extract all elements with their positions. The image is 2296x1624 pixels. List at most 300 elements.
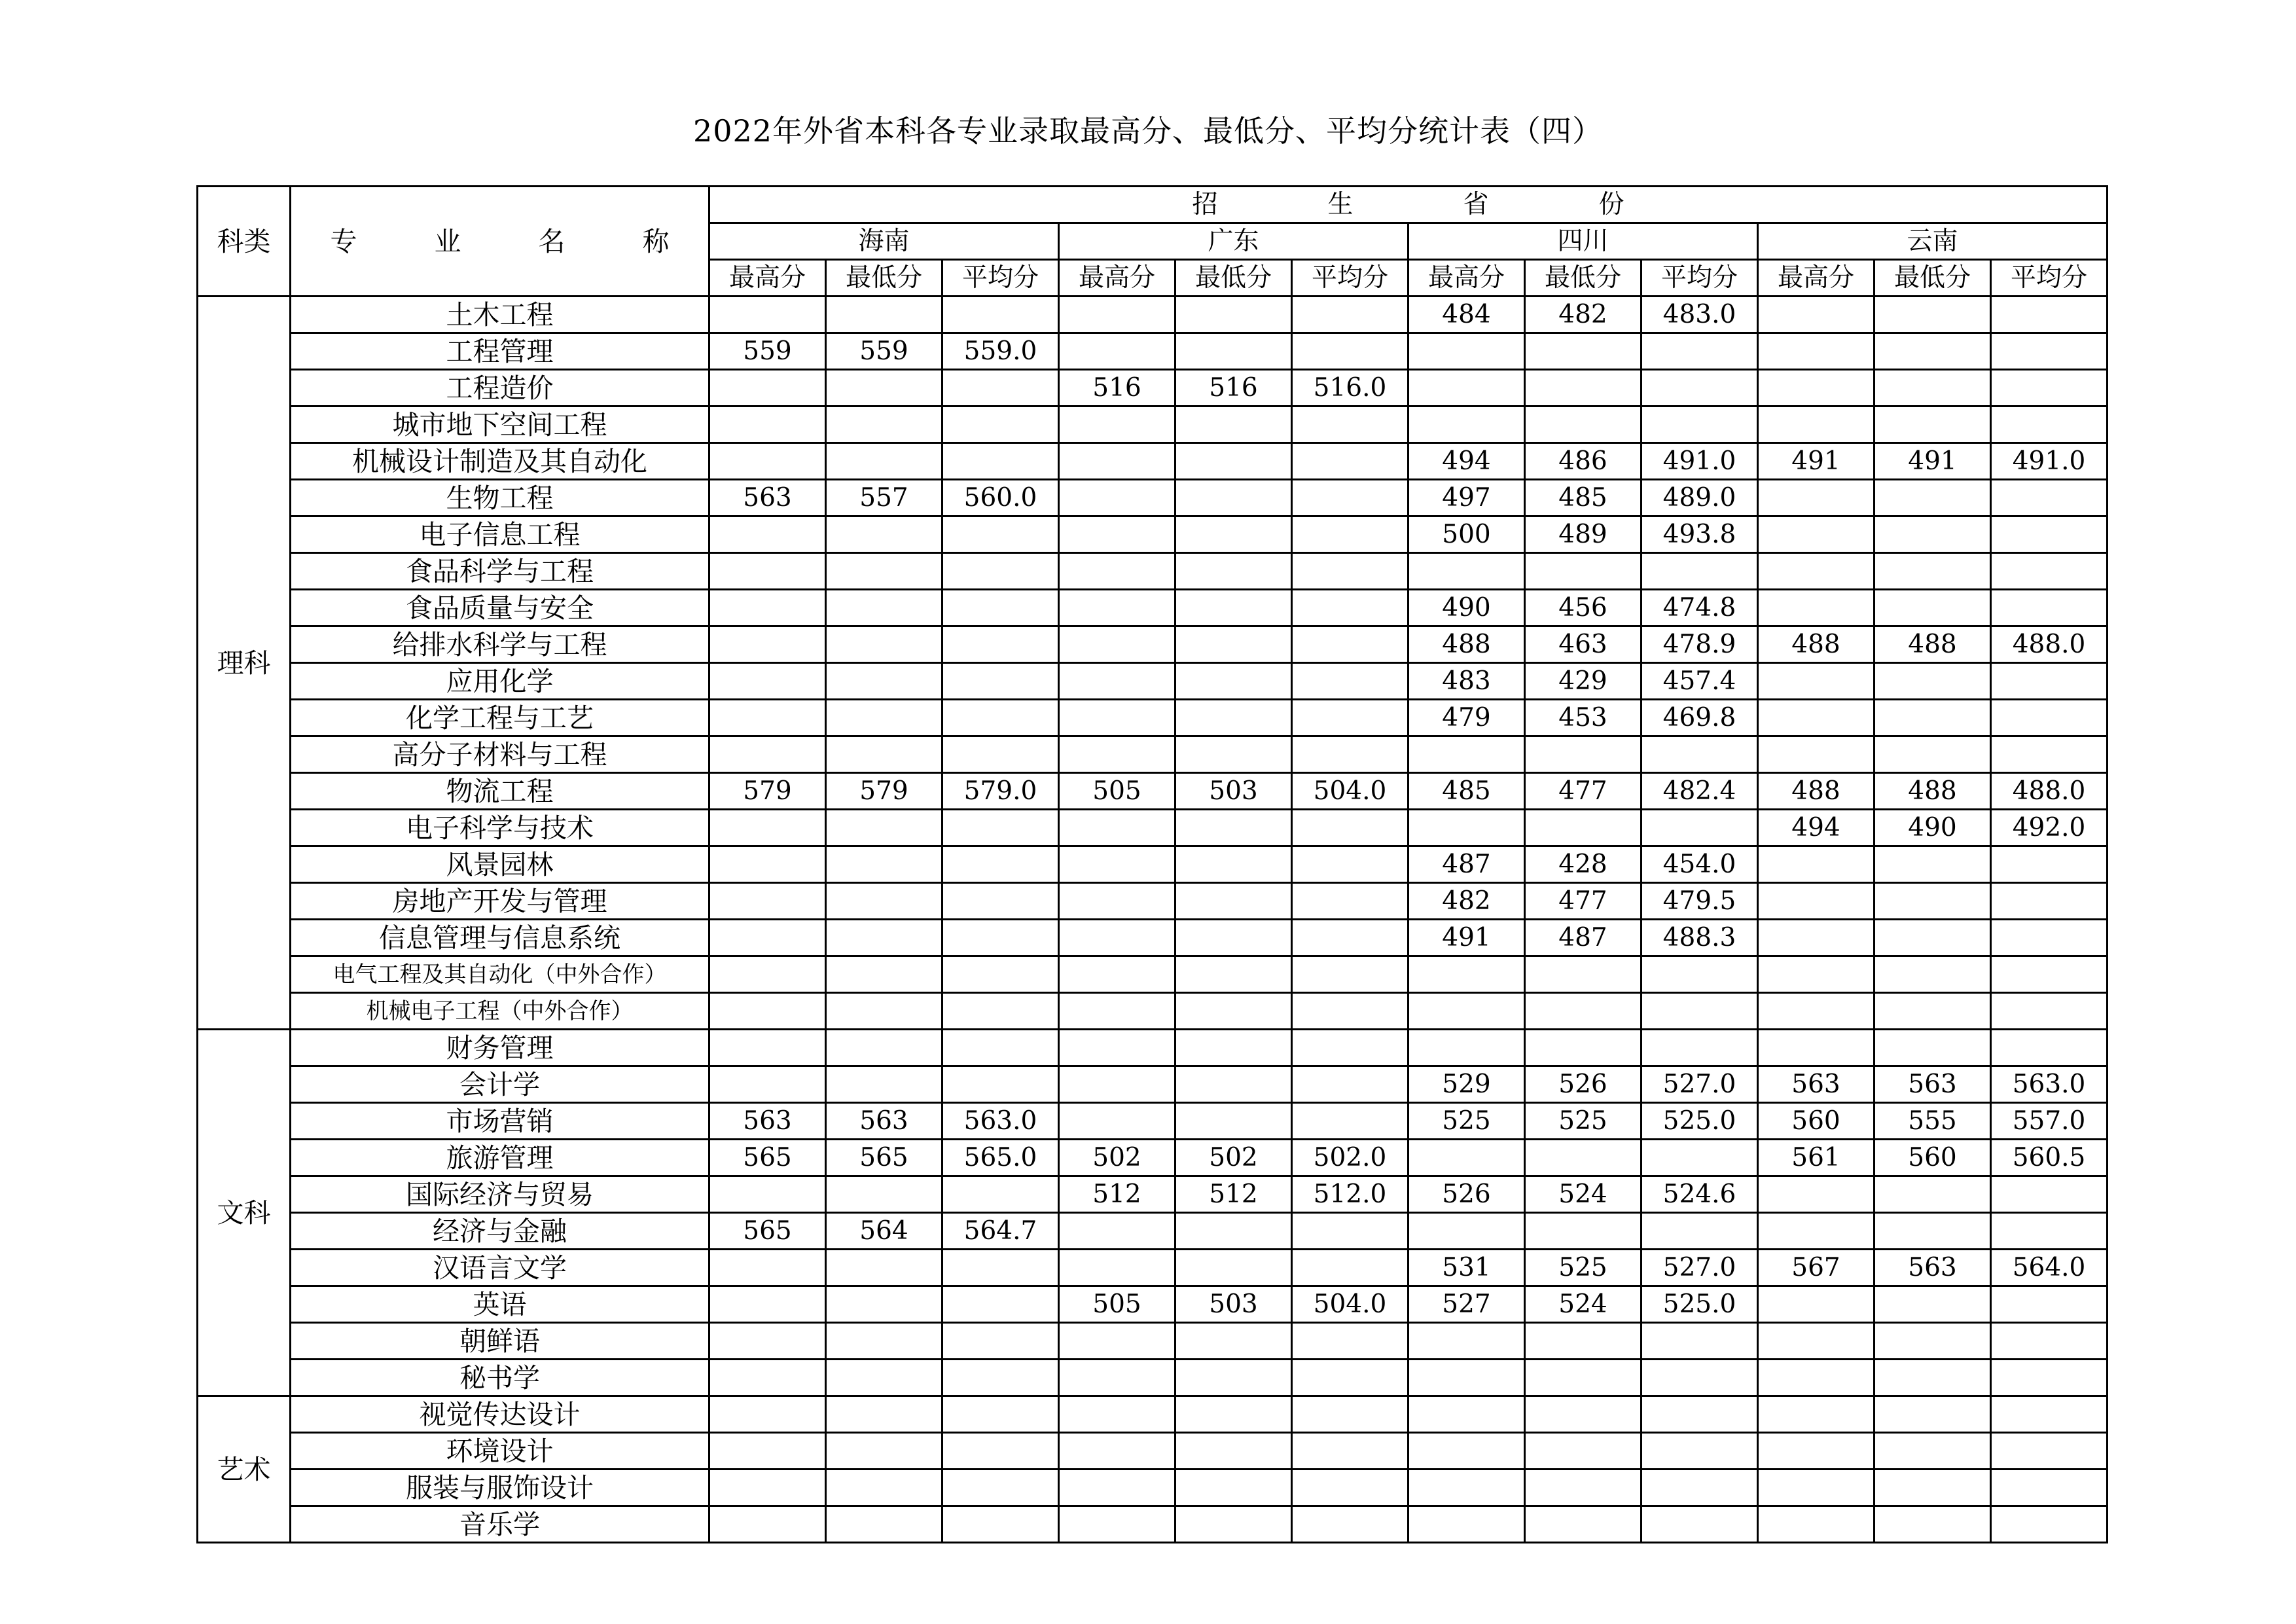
major-name-cell: 机械电子工程（中外合作）	[291, 993, 709, 1030]
score-cell	[942, 1360, 1059, 1396]
table-row	[198, 883, 2108, 920]
page-title: 2022年外省本科各专业录取最高分、最低分、平均分统计表（四）	[692, 113, 1604, 149]
score-cell	[1292, 1506, 1408, 1543]
score-cell	[826, 956, 942, 993]
score-cell	[942, 1286, 1059, 1323]
table-row	[198, 480, 2108, 516]
score-cell: 563	[709, 480, 826, 516]
score-cell	[1292, 736, 1408, 773]
score-cell	[1292, 443, 1408, 480]
score-cell	[1408, 736, 1525, 773]
metric-header: 最高分	[1758, 260, 1874, 297]
table-row	[198, 736, 2108, 773]
score-cell: 563	[1874, 1250, 1991, 1286]
major-name-cell: 化学工程与工艺	[291, 700, 709, 736]
score-cell	[942, 297, 1059, 333]
score-cell	[942, 1250, 1059, 1286]
score-cell	[1991, 480, 2108, 516]
score-cell: 497	[1408, 480, 1525, 516]
score-cell	[1874, 846, 1991, 883]
major-name-cell: 电子信息工程	[291, 516, 709, 553]
score-cell	[826, 810, 942, 846]
score-cell	[942, 370, 1059, 406]
score-cell: 474.8	[1641, 590, 1758, 626]
major-header-char: 业	[434, 225, 461, 257]
score-cell	[1408, 553, 1525, 590]
table-row	[198, 1506, 2108, 1543]
score-cell	[826, 1250, 942, 1286]
score-cell	[942, 883, 1059, 920]
header-row-1	[198, 187, 2108, 223]
score-cell	[1059, 333, 1175, 370]
score-cell	[1758, 663, 1874, 700]
score-cell	[826, 1506, 942, 1543]
score-cell	[1059, 993, 1175, 1030]
score-cell	[1525, 1323, 1641, 1360]
score-cell	[1525, 406, 1641, 443]
score-cell	[1408, 810, 1525, 846]
score-cell	[1991, 846, 2108, 883]
score-cell	[709, 370, 826, 406]
score-cell	[1991, 1506, 2108, 1543]
table-row	[198, 370, 2108, 406]
score-cell	[1874, 480, 1991, 516]
score-cell: 492.0	[1991, 810, 2108, 846]
score-cell	[709, 297, 826, 333]
score-cell	[1991, 1360, 2108, 1396]
score-cell	[1059, 1506, 1175, 1543]
score-cell	[1175, 1066, 1292, 1103]
score-cell	[1059, 1470, 1175, 1506]
score-table	[196, 185, 2108, 1543]
major-name-cell: 食品质量与安全	[291, 590, 709, 626]
score-cell	[1991, 956, 2108, 993]
score-cell: 484	[1408, 297, 1525, 333]
score-cell	[1874, 406, 1991, 443]
score-cell	[826, 370, 942, 406]
score-cell	[1991, 883, 2108, 920]
score-cell	[1991, 736, 2108, 773]
score-cell: 491	[1408, 920, 1525, 956]
score-cell	[826, 516, 942, 553]
score-cell: 489	[1525, 516, 1641, 553]
score-cell	[1758, 1030, 1874, 1066]
score-cell: 505	[1059, 1286, 1175, 1323]
major-name-cell: 朝鲜语	[291, 1323, 709, 1360]
score-cell: 491	[1874, 443, 1991, 480]
score-cell	[1874, 1176, 1991, 1213]
score-cell: 525	[1525, 1250, 1641, 1286]
score-cell: 494	[1408, 443, 1525, 480]
score-cell	[1991, 920, 2108, 956]
score-cell	[1874, 956, 1991, 993]
major-name-cell: 英语	[291, 1286, 709, 1323]
score-cell	[942, 1433, 1059, 1470]
score-cell	[1408, 1433, 1525, 1470]
score-cell	[826, 1176, 942, 1213]
score-cell: 488.0	[1991, 626, 2108, 663]
score-cell: 491.0	[1641, 443, 1758, 480]
score-cell: 563	[709, 1103, 826, 1140]
score-cell: 488	[1874, 626, 1991, 663]
score-cell	[1991, 297, 2108, 333]
province-group-header-char: 招	[1192, 189, 1218, 219]
score-cell: 560	[1874, 1140, 1991, 1176]
score-cell	[1408, 1213, 1525, 1250]
score-cell	[1292, 1470, 1408, 1506]
major-name-cell: 工程管理	[291, 333, 709, 370]
table-row	[198, 406, 2108, 443]
table-row	[198, 590, 2108, 626]
score-cell	[709, 846, 826, 883]
metric-header: 最高分	[709, 260, 826, 297]
score-cell	[1874, 333, 1991, 370]
score-cell	[826, 406, 942, 443]
score-cell	[942, 663, 1059, 700]
major-header-char: 称	[642, 225, 670, 257]
score-cell	[826, 883, 942, 920]
score-cell	[709, 1250, 826, 1286]
score-cell: 491	[1758, 443, 1874, 480]
score-cell	[1758, 736, 1874, 773]
score-cell: 483.0	[1641, 297, 1758, 333]
score-cell: 493.8	[1641, 516, 1758, 553]
score-cell: 559.0	[942, 333, 1059, 370]
score-cell	[709, 1286, 826, 1323]
score-cell	[1758, 1213, 1874, 1250]
score-cell	[1292, 626, 1408, 663]
score-cell	[1059, 406, 1175, 443]
major-name-cell: 机械设计制造及其自动化	[291, 443, 709, 480]
category-cell: 理科	[198, 297, 291, 1030]
score-cell	[1175, 1396, 1292, 1433]
score-cell	[1874, 370, 1991, 406]
score-cell: 565	[709, 1140, 826, 1176]
score-cell	[1525, 993, 1641, 1030]
score-cell: 516.0	[1292, 370, 1408, 406]
score-cell	[1758, 700, 1874, 736]
major-name-cell: 环境设计	[291, 1433, 709, 1470]
score-cell	[1641, 1470, 1758, 1506]
score-cell	[1991, 516, 2108, 553]
score-cell	[709, 956, 826, 993]
metric-header: 最低分	[1874, 260, 1991, 297]
score-cell	[1874, 1323, 1991, 1360]
score-cell: 487	[1525, 920, 1641, 956]
score-cell	[709, 1176, 826, 1213]
score-cell	[1059, 590, 1175, 626]
score-cell: 482.4	[1641, 773, 1758, 810]
score-cell	[942, 553, 1059, 590]
score-cell	[942, 1176, 1059, 1213]
score-cell	[1641, 1433, 1758, 1470]
score-cell	[709, 810, 826, 846]
score-cell	[1408, 1030, 1525, 1066]
score-cell: 525	[1408, 1103, 1525, 1140]
score-cell: 563.0	[1991, 1066, 2108, 1103]
metric-header: 平均分	[1292, 260, 1408, 297]
score-cell: 563	[1758, 1066, 1874, 1103]
metric-header: 最低分	[826, 260, 942, 297]
score-cell: 555	[1874, 1103, 1991, 1140]
score-cell	[1175, 1506, 1292, 1543]
score-cell	[1991, 1286, 2108, 1323]
score-cell: 567	[1758, 1250, 1874, 1286]
score-cell: 489.0	[1641, 480, 1758, 516]
table-row	[198, 443, 2108, 480]
score-cell: 527	[1408, 1286, 1525, 1323]
score-cell	[942, 1066, 1059, 1103]
score-cell	[709, 553, 826, 590]
score-cell	[826, 1286, 942, 1323]
metric-header: 平均分	[1641, 260, 1758, 297]
score-cell	[1292, 1213, 1408, 1250]
score-cell	[942, 920, 1059, 956]
major-name-cell: 会计学	[291, 1066, 709, 1103]
score-cell	[1991, 700, 2108, 736]
score-cell	[1874, 1030, 1991, 1066]
score-cell	[709, 1066, 826, 1103]
score-cell	[709, 443, 826, 480]
score-cell	[1641, 1140, 1758, 1176]
score-cell: 512	[1059, 1176, 1175, 1213]
score-cell	[1175, 1030, 1292, 1066]
major-header-char: 专	[330, 225, 357, 257]
score-cell	[1175, 1470, 1292, 1506]
score-cell	[1059, 663, 1175, 700]
major-name-cell: 城市地下空间工程	[291, 406, 709, 443]
score-cell	[1874, 883, 1991, 920]
major-name-cell: 高分子材料与工程	[291, 736, 709, 773]
score-cell	[1175, 883, 1292, 920]
score-cell	[942, 956, 1059, 993]
score-cell	[1408, 956, 1525, 993]
score-cell	[1991, 590, 2108, 626]
score-cell: 428	[1525, 846, 1641, 883]
score-cell	[1059, 810, 1175, 846]
score-cell: 502	[1059, 1140, 1175, 1176]
score-cell: 516	[1059, 370, 1175, 406]
score-cell: 525	[1525, 1103, 1641, 1140]
score-cell	[1408, 1360, 1525, 1396]
score-cell: 579	[709, 773, 826, 810]
score-cell	[826, 700, 942, 736]
score-cell	[1758, 516, 1874, 553]
score-cell	[1758, 590, 1874, 626]
score-cell	[1292, 883, 1408, 920]
score-cell	[942, 736, 1059, 773]
table-row	[198, 1030, 2108, 1066]
score-cell: 561	[1758, 1140, 1874, 1176]
score-cell	[1991, 553, 2108, 590]
score-cell	[1408, 1323, 1525, 1360]
score-cell	[1758, 553, 1874, 590]
score-cell: 579.0	[942, 773, 1059, 810]
score-cell	[709, 663, 826, 700]
score-cell	[1292, 1103, 1408, 1140]
table-row	[198, 1176, 2108, 1213]
score-cell	[1641, 1360, 1758, 1396]
metric-header: 平均分	[1991, 260, 2108, 297]
score-cell: 500	[1408, 516, 1525, 553]
score-cell	[1292, 846, 1408, 883]
score-cell	[1874, 920, 1991, 956]
score-cell: 560	[1758, 1103, 1874, 1140]
score-cell	[709, 1323, 826, 1360]
score-cell: 456	[1525, 590, 1641, 626]
score-cell	[1758, 1396, 1874, 1433]
score-cell	[942, 1506, 1059, 1543]
score-cell	[1292, 1433, 1408, 1470]
score-cell	[1991, 406, 2108, 443]
score-cell: 482	[1408, 883, 1525, 920]
table-row	[198, 993, 2108, 1030]
score-cell	[1641, 406, 1758, 443]
score-cell	[1292, 663, 1408, 700]
score-cell	[1059, 736, 1175, 773]
score-cell	[1059, 553, 1175, 590]
table-row	[198, 1360, 2108, 1396]
score-cell	[709, 883, 826, 920]
score-cell	[826, 846, 942, 883]
score-cell	[1758, 1176, 1874, 1213]
score-cell	[1874, 297, 1991, 333]
metric-header: 最高分	[1059, 260, 1175, 297]
table-row	[198, 1396, 2108, 1433]
score-cell	[1991, 370, 2108, 406]
table-row	[198, 1066, 2108, 1103]
score-cell	[709, 516, 826, 553]
score-cell	[1408, 370, 1525, 406]
score-cell: 527.0	[1641, 1250, 1758, 1286]
table-row	[198, 1213, 2108, 1250]
score-cell	[1175, 297, 1292, 333]
score-cell	[1175, 1323, 1292, 1360]
score-cell	[1175, 406, 1292, 443]
score-cell	[1758, 406, 1874, 443]
score-cell	[826, 1470, 942, 1506]
score-cell	[1874, 663, 1991, 700]
score-cell	[942, 700, 1059, 736]
score-cell: 526	[1408, 1176, 1525, 1213]
score-cell	[1059, 700, 1175, 736]
score-cell	[1874, 1506, 1991, 1543]
score-cell: 512	[1175, 1176, 1292, 1213]
score-cell	[1874, 553, 1991, 590]
score-cell	[1874, 1396, 1991, 1433]
score-cell	[1175, 956, 1292, 993]
score-cell	[1874, 736, 1991, 773]
score-cell	[1175, 700, 1292, 736]
score-cell: 563	[1874, 1066, 1991, 1103]
table-row	[198, 773, 2108, 810]
score-cell	[826, 626, 942, 663]
score-cell	[942, 443, 1059, 480]
score-cell	[1525, 553, 1641, 590]
score-cell	[1408, 1140, 1525, 1176]
score-cell: 429	[1525, 663, 1641, 700]
score-cell	[1874, 1213, 1991, 1250]
score-cell: 479.5	[1641, 883, 1758, 920]
score-cell: 502	[1175, 1140, 1292, 1176]
score-cell	[1641, 1030, 1758, 1066]
major-name-cell: 国际经济与贸易	[291, 1176, 709, 1213]
table-row	[198, 553, 2108, 590]
score-cell	[1874, 700, 1991, 736]
score-cell	[1525, 956, 1641, 993]
score-cell	[1059, 443, 1175, 480]
score-cell: 479	[1408, 700, 1525, 736]
score-cell	[1175, 846, 1292, 883]
score-cell	[1059, 516, 1175, 553]
province-header: 云南	[1758, 223, 2108, 260]
score-cell: 563.0	[942, 1103, 1059, 1140]
score-cell	[1991, 663, 2108, 700]
score-cell: 565	[709, 1213, 826, 1250]
major-name-cell: 财务管理	[291, 1030, 709, 1066]
score-cell	[1758, 883, 1874, 920]
province-header: 四川	[1408, 223, 1758, 260]
score-cell	[1292, 956, 1408, 993]
score-cell: 559	[709, 333, 826, 370]
score-cell	[1874, 1286, 1991, 1323]
province-group-header-char: 份	[1598, 189, 1624, 219]
score-cell: 477	[1525, 773, 1641, 810]
table-row	[198, 516, 2108, 553]
score-cell	[1059, 846, 1175, 883]
table-row	[198, 810, 2108, 846]
metric-header: 最高分	[1408, 260, 1525, 297]
major-name-cell: 经济与金融	[291, 1213, 709, 1250]
score-cell	[1525, 1433, 1641, 1470]
score-cell	[1641, 1323, 1758, 1360]
major-header-char: 名	[538, 225, 565, 257]
score-cell	[709, 1396, 826, 1433]
score-cell	[1991, 993, 2108, 1030]
score-cell	[1991, 1323, 2108, 1360]
score-cell	[1991, 1470, 2108, 1506]
score-cell	[1292, 1250, 1408, 1286]
score-cell	[1059, 1323, 1175, 1360]
score-cell	[1874, 1360, 1991, 1396]
score-cell	[942, 1030, 1059, 1066]
score-cell: 491.0	[1991, 443, 2108, 480]
score-cell: 469.8	[1641, 700, 1758, 736]
province-group-header	[709, 187, 2108, 223]
score-cell	[1641, 810, 1758, 846]
score-cell	[826, 443, 942, 480]
score-cell	[1408, 1470, 1525, 1506]
score-cell	[826, 1030, 942, 1066]
score-cell	[1175, 553, 1292, 590]
major-name-cell: 电气工程及其自动化（中外合作）	[291, 956, 709, 993]
score-cell: 557.0	[1991, 1103, 2108, 1140]
score-cell: 564.0	[1991, 1250, 2108, 1286]
major-name-cell: 风景园林	[291, 846, 709, 883]
score-cell	[1525, 370, 1641, 406]
score-cell: 565.0	[942, 1140, 1059, 1176]
score-cell	[1641, 1213, 1758, 1250]
score-cell	[1525, 333, 1641, 370]
score-cell	[1292, 590, 1408, 626]
score-cell	[1175, 663, 1292, 700]
major-name-cell: 旅游管理	[291, 1140, 709, 1176]
score-cell	[826, 736, 942, 773]
province-header: 海南	[709, 223, 1059, 260]
table-body	[198, 187, 2108, 1543]
score-cell	[826, 663, 942, 700]
major-name-cell: 应用化学	[291, 663, 709, 700]
